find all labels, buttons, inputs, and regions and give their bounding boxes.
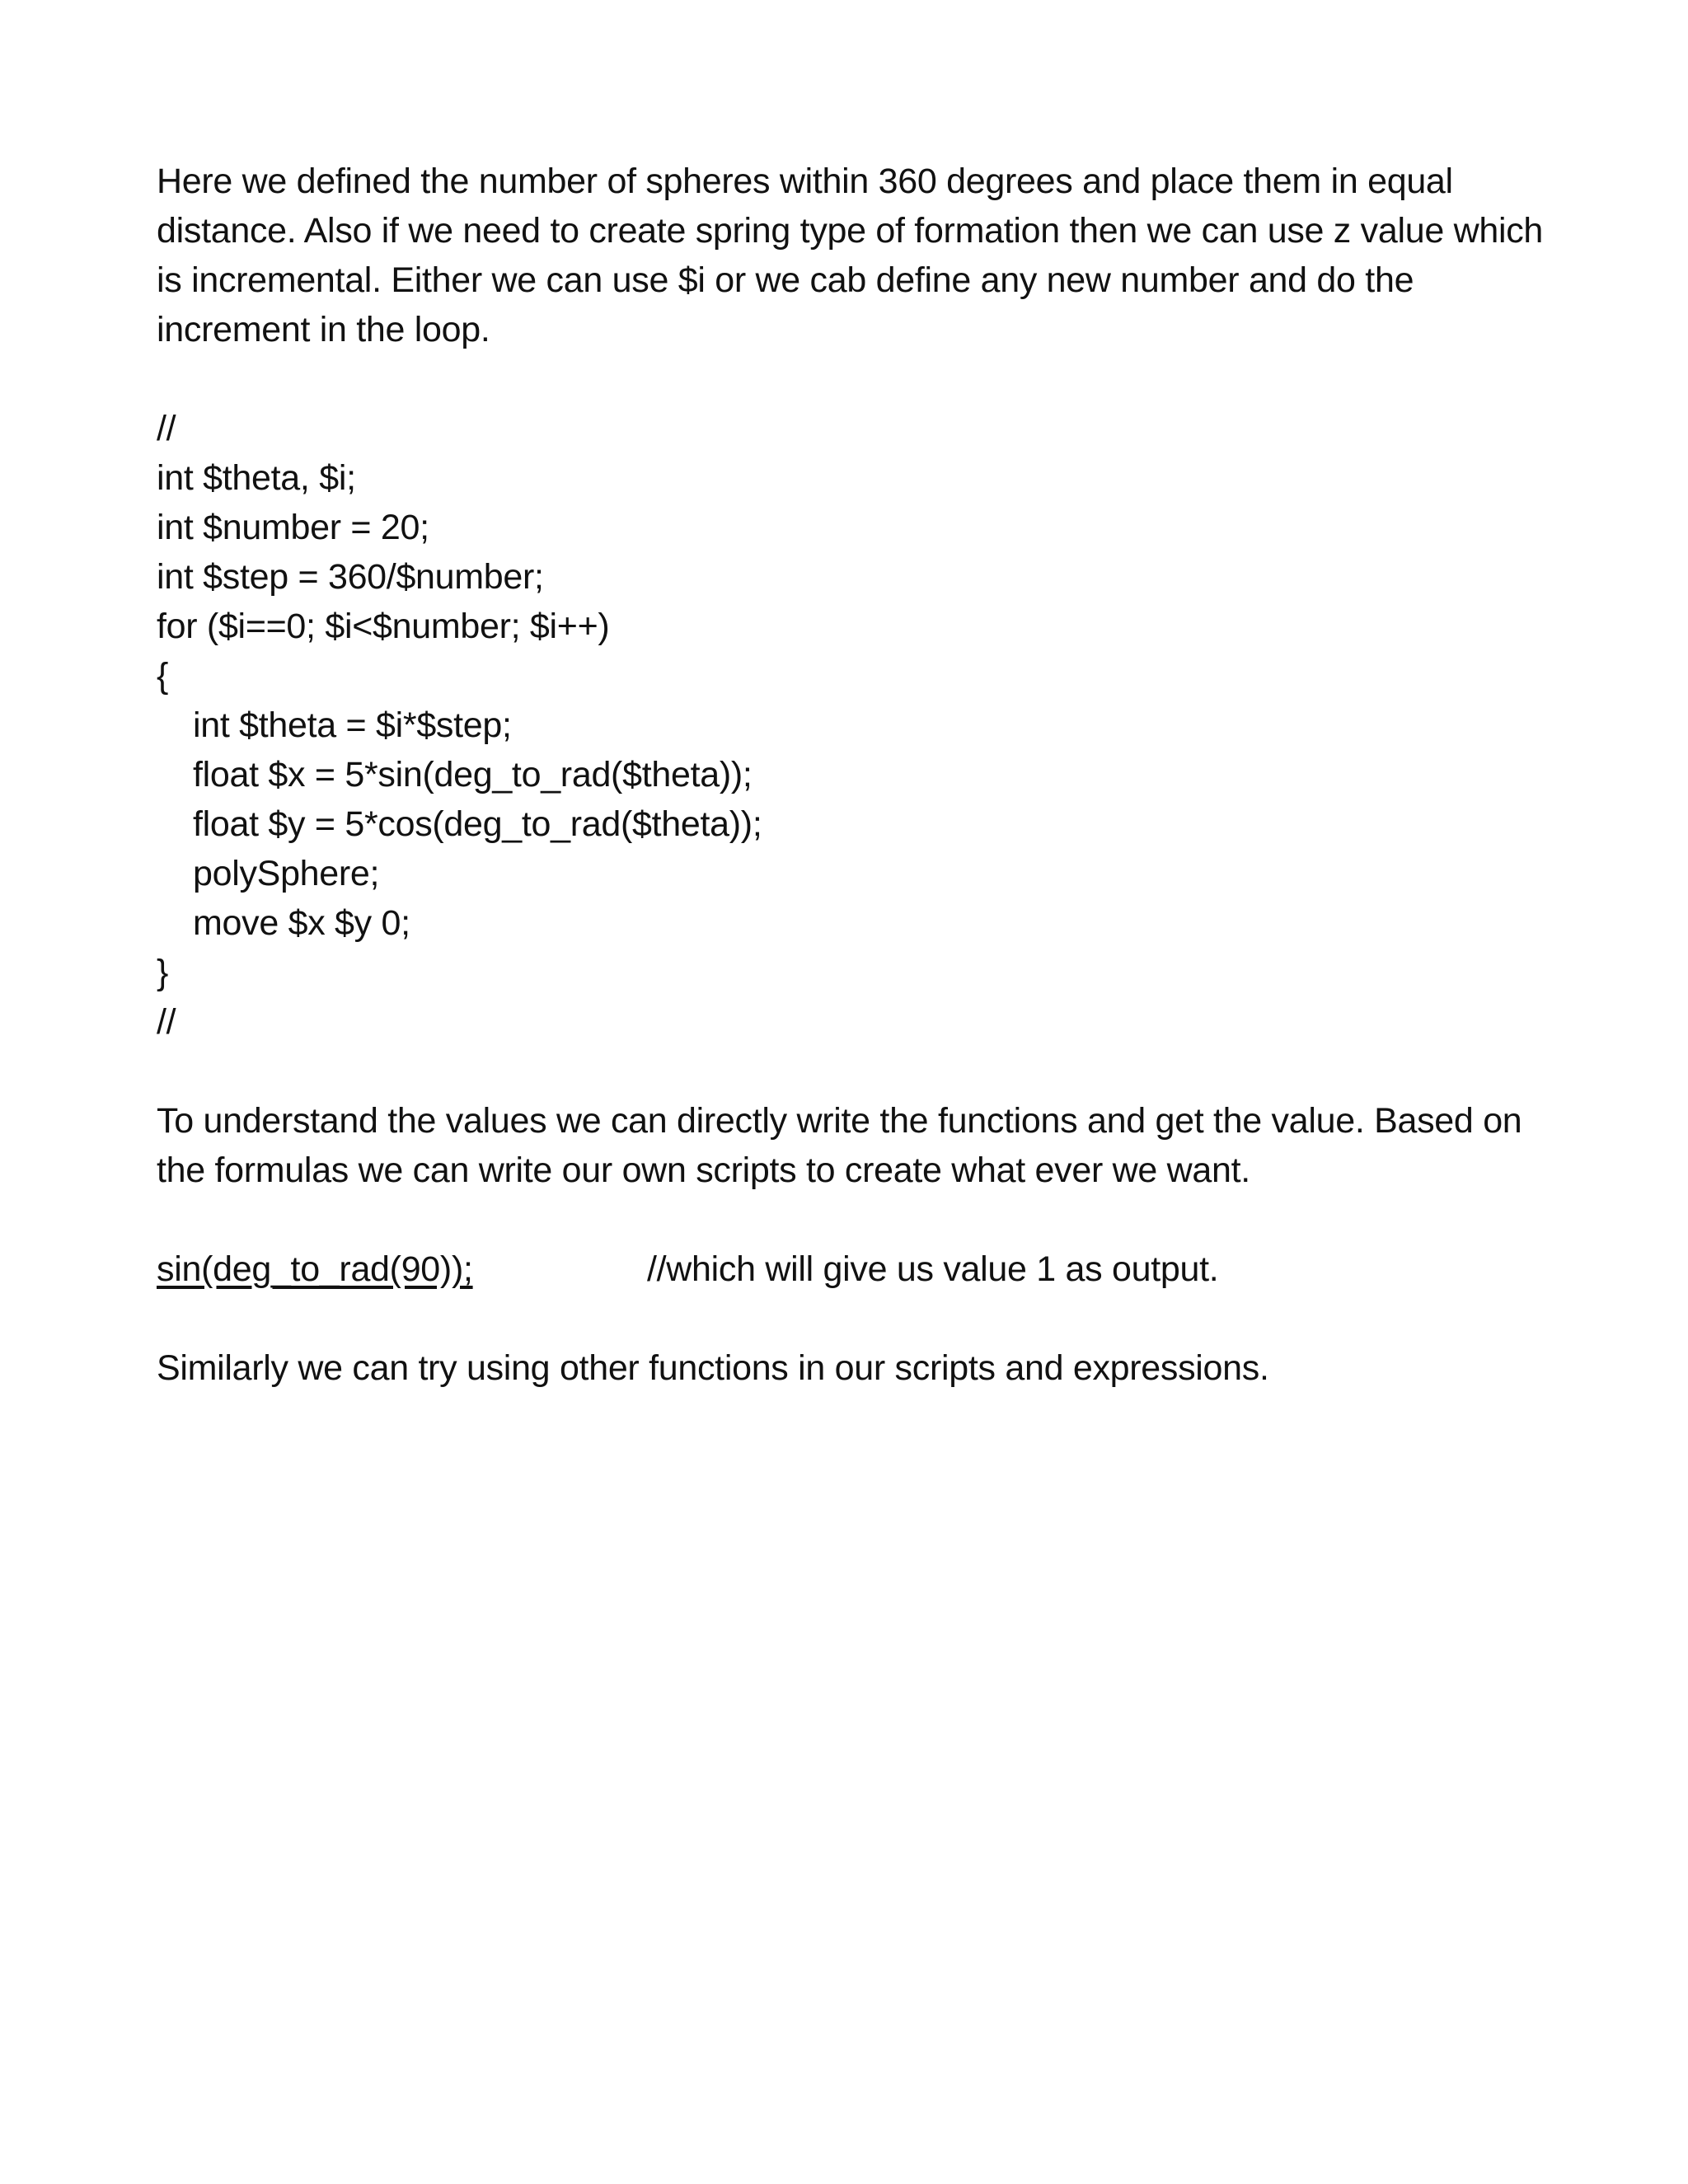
spacer (157, 1195, 1550, 1244)
spacer (157, 354, 1550, 404)
code-line: int $theta, $i; (157, 458, 356, 498)
code-line: // (157, 409, 176, 448)
example-row (157, 1244, 1550, 1294)
code-block (157, 404, 1550, 1047)
code-line: int $theta = $i*$step; (193, 705, 512, 745)
code-line: } (157, 953, 169, 992)
code-line: move $x $y 0; (193, 903, 410, 943)
code-line: float $y = 5*cos(deg_to_rad($theta)); (193, 804, 762, 844)
code-line: float $x = 5*sin(deg_to_rad($theta)); (193, 755, 753, 794)
code-line: int $step = 360/$number; (157, 557, 544, 597)
closing-paragraph: Similarly we can try using other functions in our scripts and expressions. (157, 1348, 1269, 1388)
document-body (157, 157, 1550, 1393)
code-line: polySphere; (193, 854, 380, 893)
code-line: // (157, 1002, 176, 1042)
spacer (157, 1294, 1550, 1343)
code-line: { (157, 656, 169, 696)
example-comment: //which will give us value 1 as output. (647, 1249, 1219, 1289)
example-code: sin(deg_to_rad(90)); (157, 1249, 473, 1289)
intro-paragraph: Here we defined the number of spheres within 360 degrees and place them in equal distance. Also if we need to create spring type of formation then we can use z value which is incremental. Either we can use $i or we cab define any new number and do the increment in the loop. (157, 162, 1544, 349)
code-line: int $number = 20; (157, 508, 429, 547)
code-line: for ($i==0; $i<$number; $i++) (157, 607, 610, 646)
spacer (157, 1047, 1550, 1096)
explain-paragraph: To understand the values we can directly write the functions and get the value. Based on the formulas we can write our own scripts to create what ever we want. (157, 1101, 1522, 1190)
